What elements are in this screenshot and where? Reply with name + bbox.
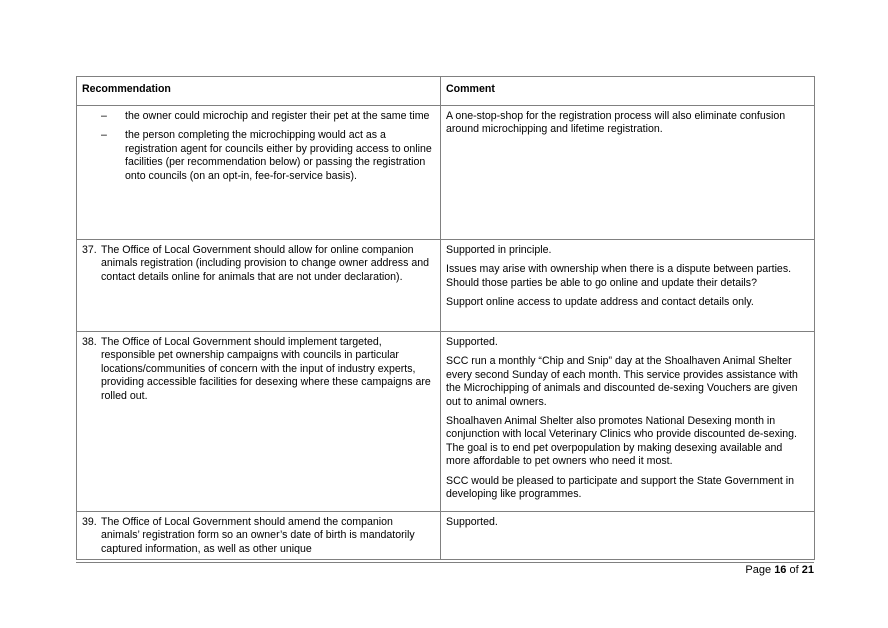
page-number bbox=[745, 564, 814, 577]
recommendation-number: 39. bbox=[82, 516, 97, 528]
recommendations-table bbox=[76, 76, 815, 560]
of-label: of bbox=[789, 564, 799, 576]
table-row bbox=[77, 512, 815, 560]
bullet-text: the owner could microchip and register their pet at the same time bbox=[125, 110, 430, 122]
comment-paragraph: A one-stop-shop for the registration process will also eliminate confusion around microchipping and lifetime registration. bbox=[446, 110, 786, 136]
recommendation-number: 37. bbox=[82, 244, 97, 256]
bullet-item bbox=[82, 129, 434, 183]
page-total: 21 bbox=[801, 564, 814, 576]
comment-cell bbox=[441, 512, 815, 560]
comment-paragraph: Support online access to update address and contact details only. bbox=[446, 296, 754, 309]
bullet-text: the person completing the microchipping would act as a registration agent for councils either by providing access to online facilities (per recommendation below) or passing the registration onto councils (on an opt-in, fee-for-service basis). bbox=[125, 129, 432, 182]
recommendation-cell bbox=[77, 332, 441, 512]
page-current: 16 bbox=[774, 564, 787, 576]
table-row bbox=[77, 332, 815, 512]
comment-paragraph: SCC would be pleased to participate and support the State Government in developing like programmes. bbox=[446, 474, 795, 501]
recommendation-text: The Office of Local Government should amend the companion animals’ registration form so an owner’s date of birth is mandatorily captured information, as well as other unique bbox=[101, 516, 415, 554]
page-label: Page bbox=[745, 564, 772, 576]
comment-paragraph: Supported in principle. bbox=[446, 244, 552, 256]
comment-paragraph: Supported. bbox=[446, 336, 498, 348]
recommendation-cell bbox=[77, 512, 441, 560]
recommendation-number: 38. bbox=[82, 336, 97, 348]
comment-paragraph: Shoalhaven Animal Shelter also promotes National Desexing month in conjunction with local Veterinary Clinics who provide discounted de-sexing. The goal is to end pet overpopulation by making desexing available and more affordable to pet owners who need it most. bbox=[446, 415, 797, 468]
comment-cell bbox=[441, 106, 815, 240]
comment-cell bbox=[441, 332, 815, 512]
bullet-item bbox=[82, 110, 434, 123]
recommendation-cell bbox=[77, 240, 441, 332]
dash-marker: – bbox=[101, 110, 107, 122]
comment-paragraph: Supported. bbox=[446, 516, 498, 528]
comment-paragraph: SCC run a monthly “Chip and Snip” day at the Shoalhaven Animal Shelter every second Sunday of each month. This service provides assistance with the Microchipping of animals and discounted de-sexing Vouchers are given out to animal owners. bbox=[446, 355, 798, 408]
table-row bbox=[77, 240, 815, 332]
table-header-row bbox=[77, 77, 815, 106]
recommendation-text: The Office of Local Government should implement targeted, responsible pet ownership campaigns with councils in particular locations/communities of concern with the input of industry experts, providing accessible facilities for desexing where these campaigns are rolled out. bbox=[101, 336, 431, 402]
table-row bbox=[77, 106, 815, 240]
comment-cell bbox=[441, 240, 815, 332]
header-comment: Comment bbox=[441, 77, 815, 106]
recommendation-cell bbox=[77, 106, 441, 240]
comment-paragraph: Issues may arise with ownership when there is a dispute between parties. Should those parties be able to go online and update their details? bbox=[446, 263, 792, 289]
footer-divider bbox=[76, 562, 814, 563]
header-recommendation: Recommendation bbox=[77, 77, 441, 106]
dash-marker: – bbox=[101, 129, 107, 142]
recommendation-text: The Office of Local Government should allow for online companion animals registration (including provision to change owner address and contact details online for animals that are not under declaration). bbox=[101, 244, 430, 283]
